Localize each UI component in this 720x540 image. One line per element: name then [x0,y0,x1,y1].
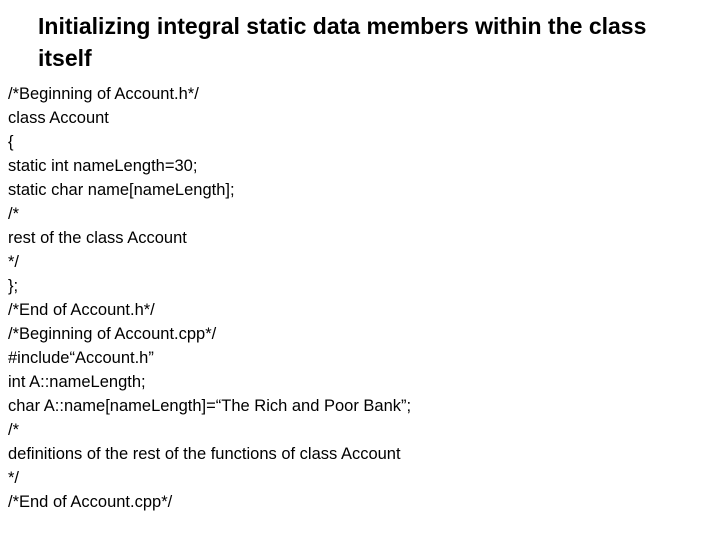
code-line: definitions of the rest of the functions of class Account [8,445,401,463]
code-line: { [8,133,14,151]
code-line: static int nameLength=30; [8,157,198,175]
code-line: int A::nameLength; [8,373,146,391]
code-line: }; [8,277,19,295]
code-line: #include“Account.h” [8,349,154,367]
code-line: /*End of Account.h*/ [8,301,155,319]
code-line: static char name[nameLength]; [8,181,235,199]
code-line: /* [8,421,20,439]
code-line: class Account [8,109,109,127]
code-line: /* [8,205,20,223]
code-line: */ [8,469,20,487]
code-listing [8,82,411,514]
code-line: /*End of Account.cpp*/ [8,493,173,511]
code-line: rest of the class Account [8,229,187,247]
code-line: char A::name[nameLength]=“The Rich and Poor Bank”; [8,397,412,415]
code-line: /*Beginning of Account.cpp*/ [8,325,217,343]
code-line: /*Beginning of Account.h*/ [8,85,199,103]
code-line: */ [8,253,20,271]
slide-title: Initializing integral static data members within the class itself [38,13,647,71]
